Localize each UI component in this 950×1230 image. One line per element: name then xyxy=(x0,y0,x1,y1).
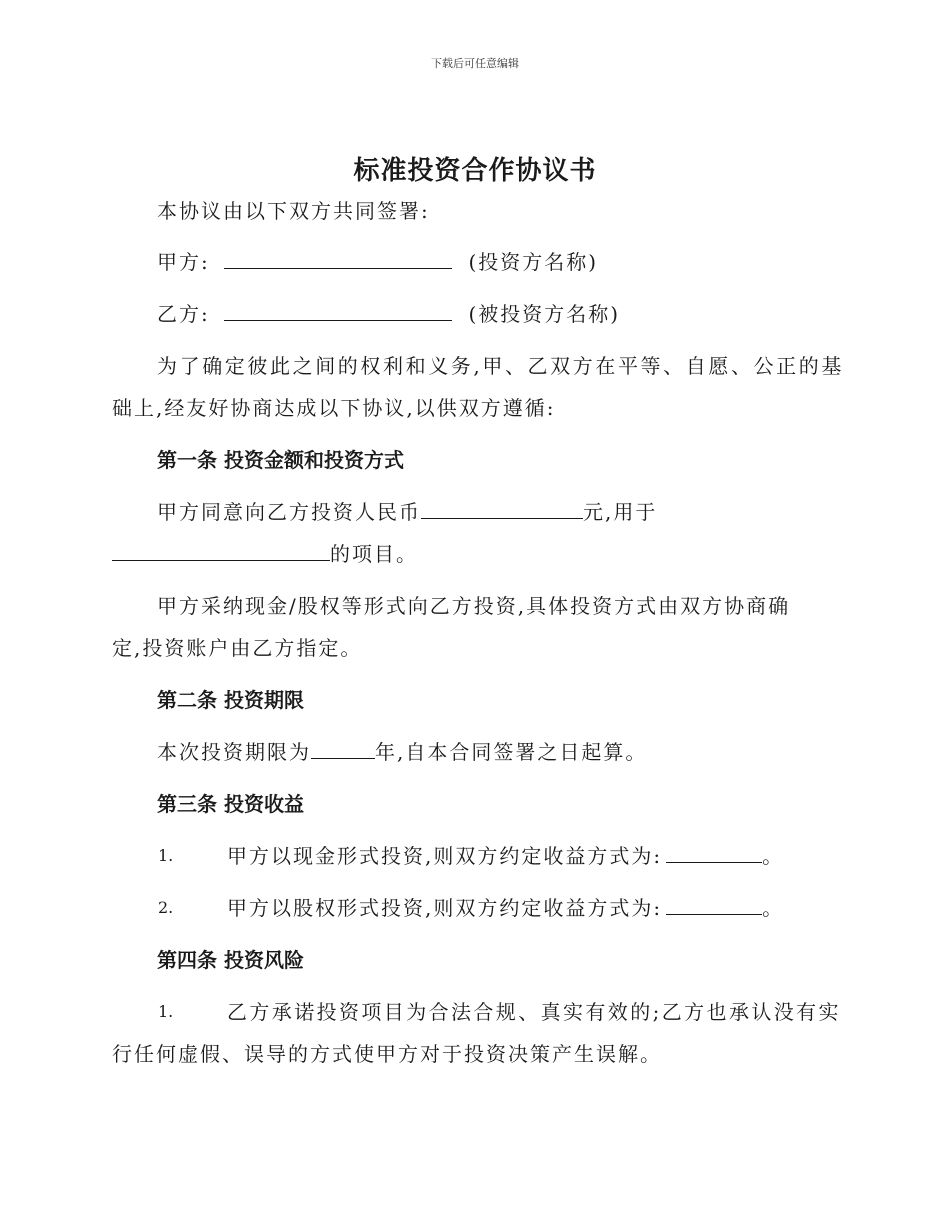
party-b-blank[interactable] xyxy=(224,300,452,321)
article-3-item-1-end: 。 xyxy=(762,844,785,868)
article-2-p1-part2: 年,自本合同签署之日起算。 xyxy=(375,740,648,764)
article-3-item-1-text: 甲方以现金形式投资,则双方约定收益方式为: xyxy=(227,844,663,868)
article-2-heading: 第二条 投资期限 xyxy=(157,688,304,712)
intro-text: 本协议由以下双方共同签署: xyxy=(157,199,430,223)
article-4-heading: 第四条 投资风险 xyxy=(157,948,304,972)
cash-return-method-blank[interactable] xyxy=(666,842,762,863)
article-1-p1-part1: 甲方同意向乙方投资人民币 xyxy=(157,500,421,524)
article-3-item-2-end: 。 xyxy=(762,896,785,920)
preamble-line-1: 为了确定彼此之间的权利和义务,甲、乙双方在平等、自愿、公正的基 xyxy=(157,354,844,378)
article-4-item-1-line1: 乙方承诺投资项目为合法合规、真实有效的;乙方也承认没有实 xyxy=(227,1000,841,1024)
article-2-p1 xyxy=(157,738,647,766)
party-b-line xyxy=(157,300,620,328)
article-3-item-1-number: 1. xyxy=(158,846,174,865)
article-1-p1-line2 xyxy=(112,540,418,568)
article-1-p1-part2: 元,用于 xyxy=(583,500,658,524)
investment-amount-blank[interactable] xyxy=(421,498,583,519)
article-3-item-2 xyxy=(227,894,784,922)
party-b-label: 乙方: xyxy=(157,302,210,326)
party-a-blank[interactable] xyxy=(224,248,452,269)
party-b-suffix: (被投资方名称) xyxy=(468,302,621,326)
preamble-line-2: 础上,经友好协商达成以下协议,以供双方遵循: xyxy=(112,396,556,420)
party-a-suffix: (投资方名称) xyxy=(468,250,599,274)
article-3-item-1 xyxy=(227,842,784,870)
article-1-p2-line1: 甲方采纳现金/股权等形式向乙方投资,具体投资方式由双方协商确 xyxy=(157,594,791,618)
equity-return-method-blank[interactable] xyxy=(666,894,762,915)
article-1-p1-part3: 的项目。 xyxy=(330,542,418,566)
party-a-line xyxy=(157,248,598,276)
article-3-item-2-number: 2. xyxy=(158,898,174,917)
party-a-label: 甲方: xyxy=(157,250,210,274)
article-3-item-2-text: 甲方以股权形式投资,则双方约定收益方式为: xyxy=(227,896,663,920)
article-1-p1-line1 xyxy=(157,498,657,526)
header-note: 下载后可任意编辑 xyxy=(431,57,519,70)
article-4-item-1-number: 1. xyxy=(158,1002,174,1021)
investment-term-blank[interactable] xyxy=(311,738,375,759)
article-1-heading: 第一条 投资金额和投资方式 xyxy=(157,448,404,472)
article-4-item-1-line2: 行任何虚假、误导的方式使甲方对于投资决策产生误解。 xyxy=(112,1042,662,1066)
article-1-p2-line2: 定,投资账户由乙方指定。 xyxy=(112,636,363,660)
document-title: 标准投资合作协议书 xyxy=(353,156,597,186)
article-3-heading: 第三条 投资收益 xyxy=(157,792,304,816)
article-2-p1-part1: 本次投资期限为 xyxy=(157,740,311,764)
project-purpose-blank[interactable] xyxy=(112,540,330,561)
